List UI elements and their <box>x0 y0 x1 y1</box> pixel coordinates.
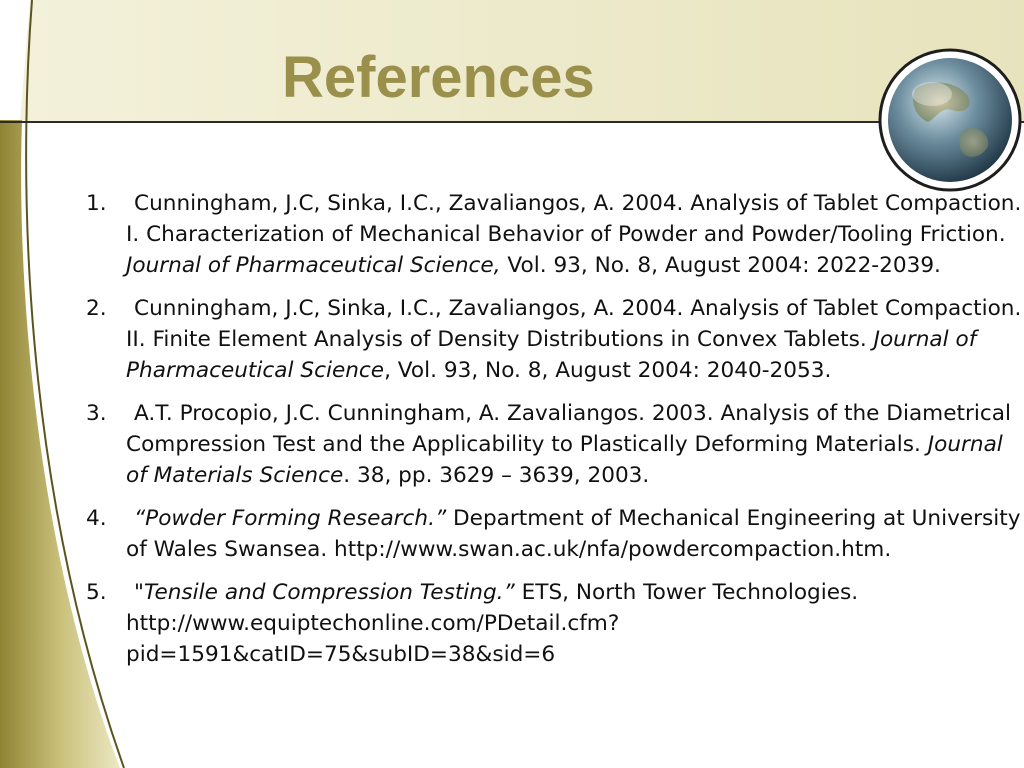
reference-list <box>86 188 1022 682</box>
reference-number: 5. <box>86 580 107 605</box>
reference-text <box>126 506 134 531</box>
reference-number: 1. <box>86 191 107 216</box>
reference-number: 2. <box>86 296 107 321</box>
reference-journal: Journal of Pharmaceutical Science, <box>126 253 501 278</box>
reference-details: Vol. 93, No. 8, August 2004: 2022-2039. <box>500 253 941 278</box>
reference-title: “Powder Forming Research.” <box>134 506 447 531</box>
reference-details: Department of Mechanical Engineering at University of Wales Swansea. http://www.swan.ac.uk/nfa/powdercompaction.htm. <box>126 506 1021 562</box>
reference-item-3 <box>86 398 1022 491</box>
reference-details: ETS, North Tower Technologies. http://www.equiptechonline.com/PDetail.cfm?pid=1591&catID=75&subID=38&sid=6 <box>126 580 859 667</box>
reference-journal: Journal of Materials Science <box>126 432 1003 488</box>
reference-details: . 38, pp. 3629 – 3639, 2003. <box>343 463 650 488</box>
reference-number: 3. <box>86 401 107 426</box>
reference-number: 4. <box>86 506 107 531</box>
globe-icon <box>878 48 1022 192</box>
reference-item-2 <box>86 293 1022 386</box>
reference-details: , Vol. 93, No. 8, August 2004: 2040-2053. <box>384 358 832 383</box>
reference-text: Cunningham, J.C, Sinka, I.C., Zavaliangos, A. 2004. Analysis of Tablet Compaction. II. Finite Element Analysis of Density Distributions in Convex Tablets. <box>126 296 1022 352</box>
reference-title: "Tensile and Compression Testing.” <box>134 580 515 605</box>
reference-item-1 <box>86 188 1022 281</box>
reference-item-5 <box>86 577 1022 670</box>
reference-item-4 <box>86 503 1022 565</box>
reference-journal: Journal of Pharmaceutical Science <box>126 327 977 383</box>
reference-text: A.T. Procopio, J.C. Cunningham, A. Zavaliangos. 2003. Analysis of the Diametrical Compression Test and the Applicability to Plastically Deforming Materials. <box>126 401 1011 457</box>
reference-text: Cunningham, J.C, Sinka, I.C., Zavaliangos, A. 2004. Analysis of Tablet Compaction. I. Characterization of Mechanical Behavior of Powder and Powder/Tooling Friction. <box>126 191 1022 247</box>
page-title: References <box>282 45 595 110</box>
reference-text <box>126 580 134 605</box>
